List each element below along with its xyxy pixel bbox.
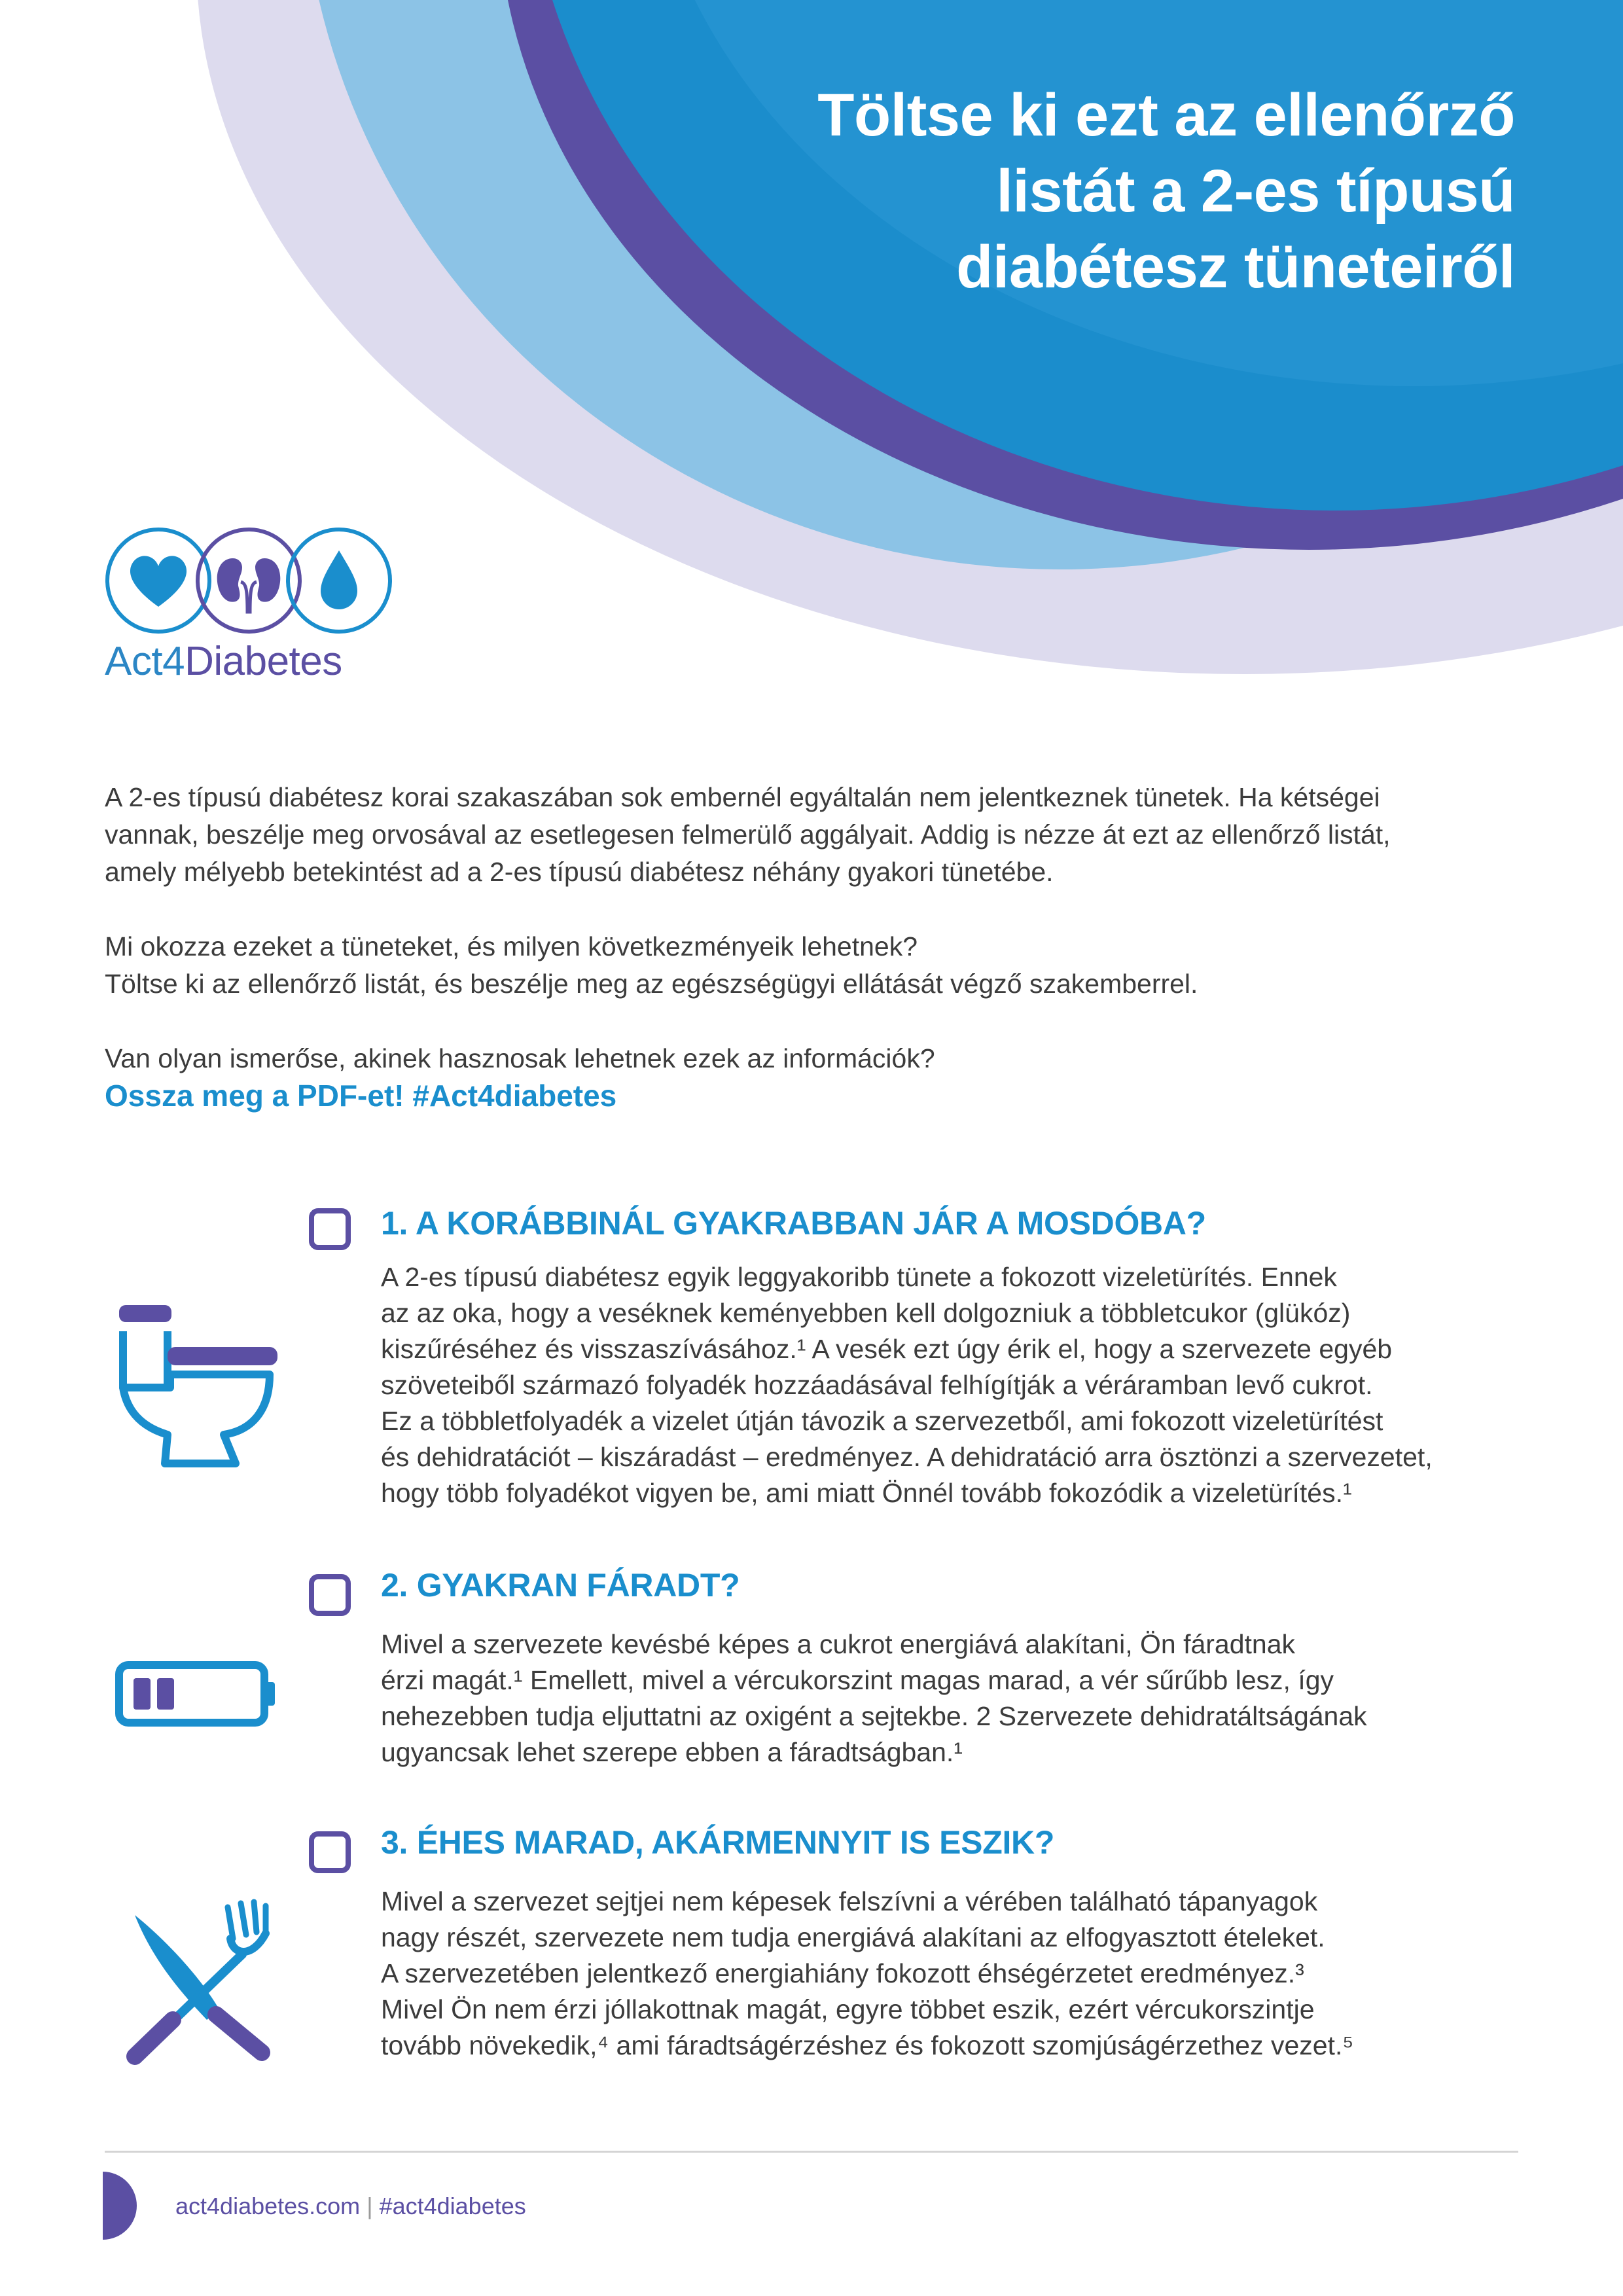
logo-wordmark-suffix: Diabetes bbox=[185, 639, 342, 684]
intro-line: Mi okozza ezeket a tüneteket, és milyen következményeik lehetnek? bbox=[105, 931, 918, 961]
item-line: és dehidratációt – kiszáradást – eredményez. A dehidratáció arra ösztönzi a szervezetet, bbox=[381, 1442, 1433, 1472]
item-heading: 3. ÉHES MARAD, AKÁRMENNYIT IS ESZIK? bbox=[381, 1824, 1055, 1861]
item-body bbox=[381, 1259, 1546, 1511]
intro-line: A 2-es típusú diabétesz korai szakaszában sok embernél egyáltalán nem jelentkeznek tünetek. Ha kétségei bbox=[105, 782, 1380, 812]
item-line: tovább növekedik,⁴ ami fáradtságérzéshez és fokozott szomjúságérzethez vezet.⁵ bbox=[381, 2030, 1354, 2060]
drop-icon bbox=[321, 550, 357, 609]
item-line: Mivel a szervezete kevésbé képes a cukrot energiává alakítani, Ön fáradtnak bbox=[381, 1629, 1296, 1659]
footer-website-link[interactable]: act4diabetes.com bbox=[175, 2193, 361, 2219]
knife-fork-icon bbox=[105, 1895, 288, 2072]
footer-divider bbox=[105, 2151, 1518, 2153]
intro-paragraph bbox=[105, 779, 1518, 891]
item-line: A szervezetében jelentkező energiahiány fokozott éhségérzetet eredményez.³ bbox=[381, 1958, 1304, 1988]
item-line: érzi magát.¹ Emellett, mivel a vércukorszint magas marad, a vér sűrűbb lesz, így bbox=[381, 1665, 1334, 1695]
toilet-icon bbox=[105, 1283, 288, 1473]
title-line: Töltse ki ezt az ellenőrző bbox=[817, 82, 1515, 149]
checkbox[interactable] bbox=[309, 1208, 351, 1250]
footer-separator: | bbox=[366, 2193, 373, 2219]
battery-low-icon bbox=[105, 1655, 288, 1733]
item-heading: 1. A KORÁBBINÁL GYAKRABBAN JÁR A MOSDÓBA? bbox=[381, 1205, 1206, 1242]
item-heading: 2. GYAKRAN FÁRADT? bbox=[381, 1567, 740, 1604]
intro-line: Van olyan ismerőse, akinek hasznosak lehetnek ezek az információk? bbox=[105, 1043, 935, 1073]
item-line: hogy több folyadékot vigyen be, ami miatt Önnél tovább fokozódik a vizeletürítés.¹ bbox=[381, 1478, 1352, 1508]
item-line: az az oka, hogy a veséknek keményebben kell dolgozniuk a többletcukor (glükóz) bbox=[381, 1298, 1351, 1328]
half-circle-mark-icon bbox=[103, 2172, 139, 2240]
item-line: Ez a többletfolyadék a vizelet útján távozik a szervezetből, ami fokozott vizeletürítést bbox=[381, 1406, 1383, 1436]
item-line: nagy részét, szervezete nem tudja energiává alakítani az elfogyasztott ételeket. bbox=[381, 1922, 1325, 1952]
intro-section bbox=[105, 779, 1518, 1152]
item-line: nehezebben tudja eljuttatni az oxigént a sejtekbe. 2 Szervezete dehidratáltságának bbox=[381, 1701, 1367, 1731]
intro-paragraph bbox=[105, 1040, 1518, 1115]
kidneys-icon bbox=[217, 558, 281, 612]
item-line: Mivel a szervezet sejtjei nem képesek felszívni a vérében található tápanyagok bbox=[381, 1886, 1318, 1916]
item-body bbox=[381, 1626, 1546, 1770]
item-line: Mivel Ön nem érzi jóllakottnak magát, egyre többet eszik, ezért vércukorszintje bbox=[381, 1994, 1315, 2024]
title-line: listát a 2-es típusú bbox=[996, 158, 1515, 224]
footer-hashtag[interactable]: #act4diabetes bbox=[379, 2193, 526, 2219]
intro-line: amely mélyebb betekintést ad a 2-es típusú diabétesz néhány gyakori tünetébe. bbox=[105, 857, 1054, 887]
title-line: diabétesz tüneteiről bbox=[956, 234, 1515, 300]
page-title bbox=[664, 77, 1515, 305]
logo-wordmark bbox=[105, 638, 342, 685]
heart-icon bbox=[130, 556, 187, 607]
item-body bbox=[381, 1884, 1546, 2064]
item-line: ugyancsak lehet szerepe ebben a fáradtságban.¹ bbox=[381, 1737, 963, 1767]
checkbox[interactable] bbox=[309, 1831, 351, 1873]
item-line: A 2-es típusú diabétesz egyik leggyakoribb tünete a fokozott vizeletürítés. Ennek bbox=[381, 1262, 1337, 1292]
item-line: kiszűréséhez és visszaszívásához.¹ A vesék ezt úgy érik el, hogy a szervezete egyéb bbox=[381, 1334, 1393, 1364]
footer bbox=[175, 2193, 526, 2220]
logo-wordmark-prefix: Act4 bbox=[105, 639, 185, 684]
item-line: szöveteiből származó folyadék hozzáadásával felhígítják a véráramban levő cukrot. bbox=[381, 1370, 1373, 1400]
share-link[interactable]: Ossza meg a PDF-et! #Act4diabetes bbox=[105, 1079, 617, 1113]
checkbox[interactable] bbox=[309, 1574, 351, 1616]
intro-line: vannak, beszélje meg orvosával az esetlegesen felmerülő aggályait. Addig is nézze át ezt az ellenőrző listát, bbox=[105, 819, 1391, 850]
intro-paragraph bbox=[105, 928, 1518, 1003]
intro-line: Töltse ki az ellenőrző listát, és beszélje meg az egészségügyi ellátását végző szakemberrel. bbox=[105, 969, 1198, 999]
